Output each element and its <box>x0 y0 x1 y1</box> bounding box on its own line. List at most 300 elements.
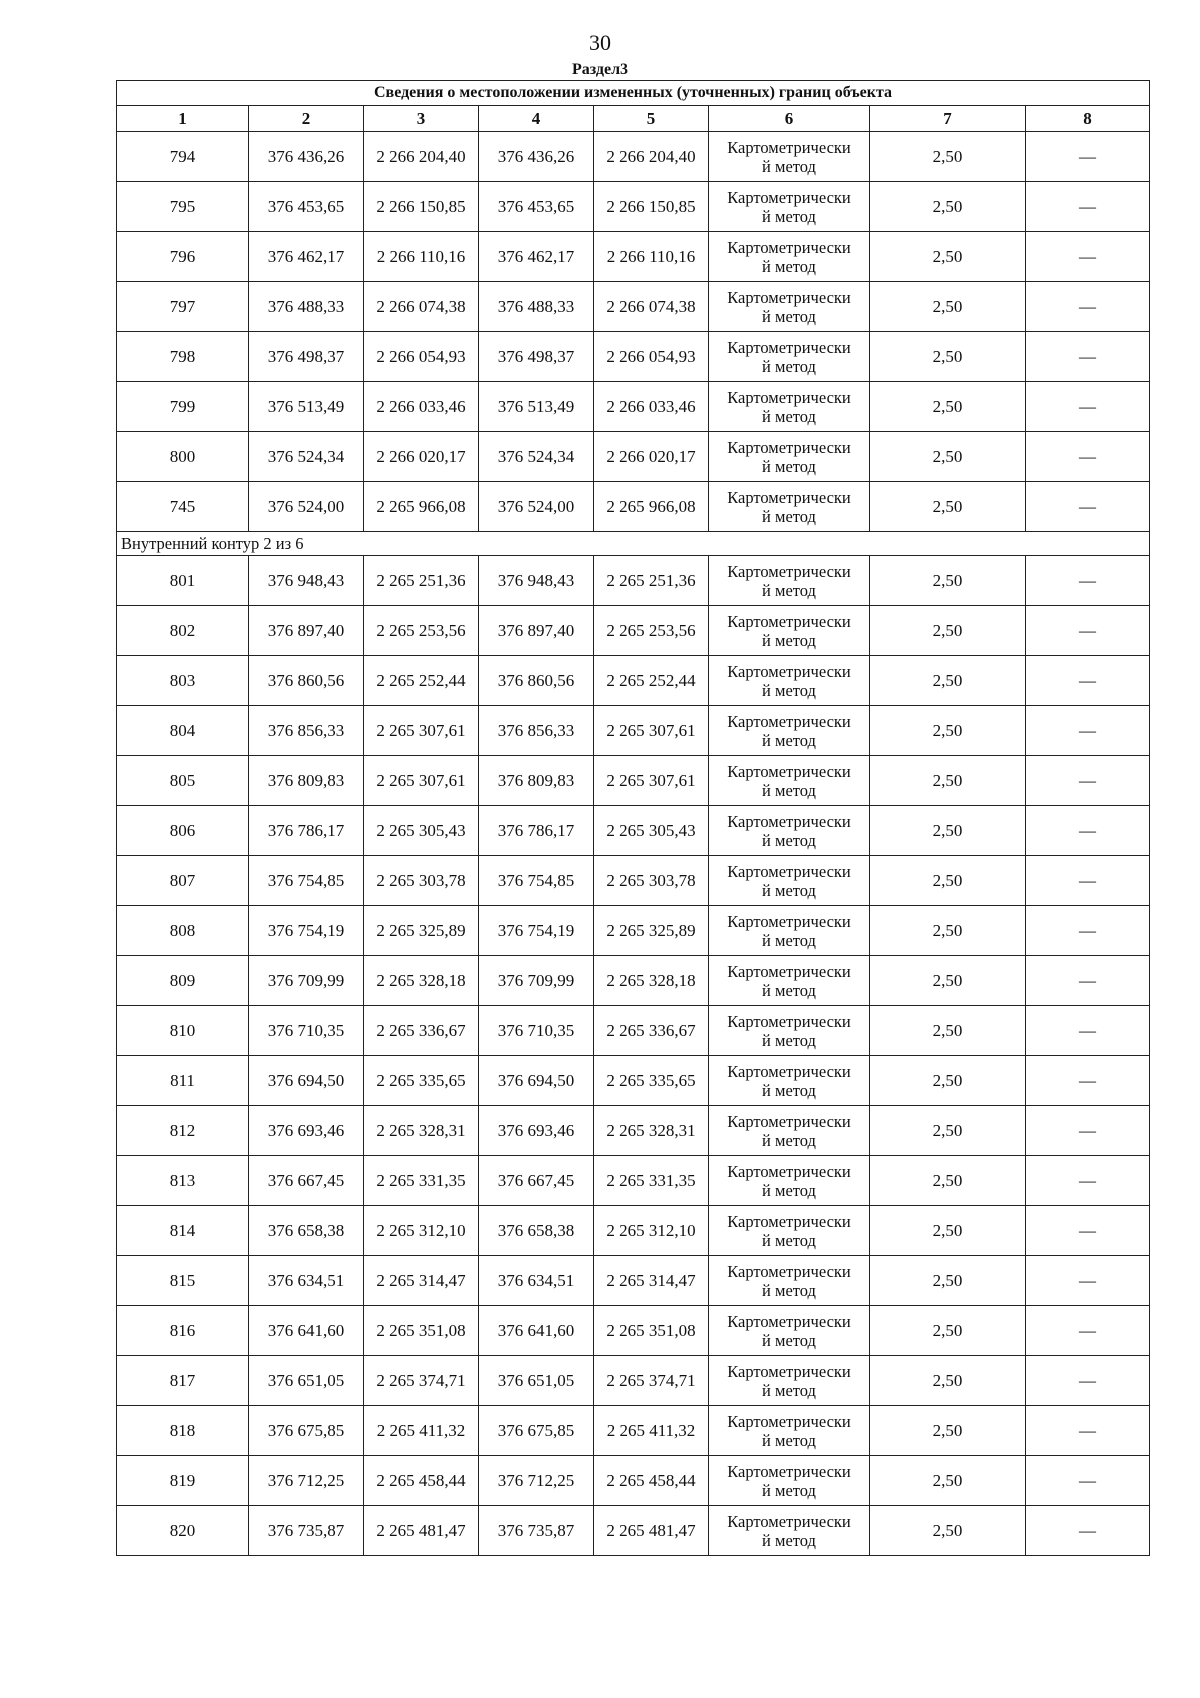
x-existing-cell: 376 658,38 <box>249 1206 364 1256</box>
x-new-cell: 376 641,60 <box>479 1306 594 1356</box>
table-row <box>117 182 1150 232</box>
method-text: Картометрически <box>727 1511 851 1531</box>
accuracy-cell: 2,50 <box>870 556 1026 606</box>
table-row <box>117 1206 1150 1256</box>
x-new-cell: 376 634,51 <box>479 1256 594 1306</box>
table-row <box>117 956 1150 1006</box>
x-new-cell: 376 498,37 <box>479 332 594 382</box>
method-text: Картометрически <box>727 611 851 631</box>
method-text: й метод <box>762 156 816 176</box>
method-text: Картометрически <box>727 1261 851 1281</box>
section-title: Раздел3 <box>571 61 629 78</box>
accuracy-cell: 2,50 <box>870 1256 1026 1306</box>
y-existing-cell: 2 266 110,16 <box>364 232 479 282</box>
method-text: Картометрически <box>727 237 851 257</box>
x-new-cell: 376 436,26 <box>479 132 594 182</box>
table-row <box>117 1456 1150 1506</box>
table-row <box>117 1356 1150 1406</box>
x-new-cell: 376 710,35 <box>479 1006 594 1056</box>
table-row <box>117 656 1150 706</box>
y-new-cell: 2 266 054,93 <box>594 332 709 382</box>
point-number-cell: 806 <box>117 806 249 856</box>
table-row <box>117 232 1150 282</box>
point-number-cell: 820 <box>117 1506 249 1556</box>
x-existing-cell: 376 809,83 <box>249 756 364 806</box>
method-text: Картометрически <box>727 1111 851 1131</box>
accuracy-cell: 2,50 <box>870 656 1026 706</box>
description-cell: — <box>1026 756 1150 806</box>
y-new-cell: 2 265 314,47 <box>594 1256 709 1306</box>
method-cell <box>709 282 870 332</box>
y-existing-cell: 2 265 328,18 <box>364 956 479 1006</box>
x-existing-cell: 376 524,00 <box>249 482 364 532</box>
x-existing-cell: 376 453,65 <box>249 182 364 232</box>
point-number-cell: 799 <box>117 382 249 432</box>
description-cell: — <box>1026 1206 1150 1256</box>
description-cell: — <box>1026 182 1150 232</box>
coordinates-table <box>116 80 1150 1556</box>
table-body <box>117 132 1150 1556</box>
accuracy-cell: 2,50 <box>870 1206 1026 1256</box>
method-cell <box>709 432 870 482</box>
accuracy-cell: 2,50 <box>870 756 1026 806</box>
point-number-cell: 816 <box>117 1306 249 1356</box>
method-text: Картометрически <box>727 137 851 157</box>
point-number-cell: 803 <box>117 656 249 706</box>
x-new-cell: 376 667,45 <box>479 1156 594 1206</box>
y-existing-cell: 2 265 481,47 <box>364 1506 479 1556</box>
y-new-cell: 2 266 110,16 <box>594 232 709 282</box>
accuracy-cell: 2,50 <box>870 806 1026 856</box>
accuracy-cell: 2,50 <box>870 432 1026 482</box>
x-new-cell: 376 897,40 <box>479 606 594 656</box>
description-cell: — <box>1026 806 1150 856</box>
y-new-cell: 2 265 336,67 <box>594 1006 709 1056</box>
column-number-row <box>117 106 1150 132</box>
y-new-cell: 2 265 303,78 <box>594 856 709 906</box>
table-row <box>117 1406 1150 1456</box>
description-cell: — <box>1026 1106 1150 1156</box>
y-new-cell: 2 266 020,17 <box>594 432 709 482</box>
column-number: 4 <box>479 106 594 132</box>
description-cell: — <box>1026 132 1150 182</box>
x-existing-cell: 376 651,05 <box>249 1356 364 1406</box>
method-text: й метод <box>762 980 816 1000</box>
method-cell <box>709 856 870 906</box>
x-new-cell: 376 462,17 <box>479 232 594 282</box>
accuracy-cell: 2,50 <box>870 282 1026 332</box>
method-text: й метод <box>762 1330 816 1350</box>
description-cell: — <box>1026 382 1150 432</box>
method-text: й метод <box>762 356 816 376</box>
point-number-cell: 813 <box>117 1156 249 1206</box>
method-text: й метод <box>762 1130 816 1150</box>
y-new-cell: 2 265 252,44 <box>594 656 709 706</box>
point-number-cell: 798 <box>117 332 249 382</box>
accuracy-cell: 2,50 <box>870 1506 1026 1556</box>
description-cell: — <box>1026 1456 1150 1506</box>
point-number-cell: 812 <box>117 1106 249 1156</box>
table-row <box>117 482 1150 532</box>
method-cell <box>709 1206 870 1256</box>
x-new-cell: 376 709,99 <box>479 956 594 1006</box>
table-row <box>117 132 1150 182</box>
table-row <box>117 382 1150 432</box>
accuracy-cell: 2,50 <box>870 1356 1026 1406</box>
method-text: Картометрически <box>727 711 851 731</box>
description-cell: — <box>1026 706 1150 756</box>
description-cell: — <box>1026 332 1150 382</box>
x-new-cell: 376 860,56 <box>479 656 594 706</box>
method-text: Картометрически <box>727 187 851 207</box>
x-new-cell: 376 809,83 <box>479 756 594 806</box>
y-existing-cell: 2 265 411,32 <box>364 1406 479 1456</box>
column-number: 6 <box>709 106 870 132</box>
method-cell <box>709 706 870 756</box>
point-number-cell: 808 <box>117 906 249 956</box>
description-cell: — <box>1026 956 1150 1006</box>
y-existing-cell: 2 265 328,31 <box>364 1106 479 1156</box>
method-cell <box>709 1106 870 1156</box>
y-existing-cell: 2 265 325,89 <box>364 906 479 956</box>
description-cell: — <box>1026 1306 1150 1356</box>
y-existing-cell: 2 265 458,44 <box>364 1456 479 1506</box>
x-existing-cell: 376 675,85 <box>249 1406 364 1456</box>
point-number-cell: 809 <box>117 956 249 1006</box>
table-row <box>117 1256 1150 1306</box>
x-new-cell: 376 675,85 <box>479 1406 594 1456</box>
method-cell <box>709 806 870 856</box>
method-text: Картометрически <box>727 287 851 307</box>
method-text: й метод <box>762 780 816 800</box>
x-new-cell: 376 513,49 <box>479 382 594 432</box>
contour-group-row <box>117 532 1150 556</box>
point-number-cell: 797 <box>117 282 249 332</box>
table-row <box>117 856 1150 906</box>
x-new-cell: 376 786,17 <box>479 806 594 856</box>
y-new-cell: 2 265 328,31 <box>594 1106 709 1156</box>
x-new-cell: 376 754,19 <box>479 906 594 956</box>
method-text: Картометрически <box>727 1411 851 1431</box>
x-existing-cell: 376 462,17 <box>249 232 364 282</box>
y-new-cell: 2 265 481,47 <box>594 1506 709 1556</box>
method-cell <box>709 232 870 282</box>
description-cell: — <box>1026 856 1150 906</box>
method-cell <box>709 1356 870 1406</box>
method-cell <box>709 956 870 1006</box>
y-existing-cell: 2 265 966,08 <box>364 482 479 532</box>
point-number-cell: 805 <box>117 756 249 806</box>
method-cell <box>709 132 870 182</box>
x-new-cell: 376 754,85 <box>479 856 594 906</box>
x-existing-cell: 376 856,33 <box>249 706 364 756</box>
table-row <box>117 1006 1150 1056</box>
method-text: й метод <box>762 1230 816 1250</box>
table-row <box>117 1106 1150 1156</box>
y-existing-cell: 2 265 314,47 <box>364 1256 479 1306</box>
y-new-cell: 2 266 033,46 <box>594 382 709 432</box>
y-new-cell: 2 265 374,71 <box>594 1356 709 1406</box>
column-number: 3 <box>364 106 479 132</box>
y-new-cell: 2 266 204,40 <box>594 132 709 182</box>
method-cell <box>709 656 870 706</box>
accuracy-cell: 2,50 <box>870 132 1026 182</box>
y-existing-cell: 2 266 020,17 <box>364 432 479 482</box>
point-number-cell: 800 <box>117 432 249 482</box>
y-existing-cell: 2 266 204,40 <box>364 132 479 182</box>
x-existing-cell: 376 488,33 <box>249 282 364 332</box>
x-existing-cell: 376 667,45 <box>249 1156 364 1206</box>
x-new-cell: 376 524,34 <box>479 432 594 482</box>
accuracy-cell: 2,50 <box>870 1006 1026 1056</box>
method-text: й метод <box>762 456 816 476</box>
method-cell <box>709 606 870 656</box>
point-number-cell: 796 <box>117 232 249 282</box>
y-existing-cell: 2 265 374,71 <box>364 1356 479 1406</box>
table-row <box>117 282 1150 332</box>
x-existing-cell: 376 948,43 <box>249 556 364 606</box>
method-text: й метод <box>762 1030 816 1050</box>
y-new-cell: 2 265 251,36 <box>594 556 709 606</box>
y-existing-cell: 2 265 351,08 <box>364 1306 479 1356</box>
y-existing-cell: 2 266 033,46 <box>364 382 479 432</box>
method-text: Картометрически <box>727 961 851 981</box>
y-existing-cell: 2 266 054,93 <box>364 332 479 382</box>
method-text: Картометрически <box>727 1461 851 1481</box>
accuracy-cell: 2,50 <box>870 1306 1026 1356</box>
point-number-cell: 817 <box>117 1356 249 1406</box>
method-cell <box>709 482 870 532</box>
point-number-cell: 801 <box>117 556 249 606</box>
x-new-cell: 376 948,43 <box>479 556 594 606</box>
accuracy-cell: 2,50 <box>870 1456 1026 1506</box>
method-cell <box>709 1506 870 1556</box>
x-existing-cell: 376 498,37 <box>249 332 364 382</box>
y-new-cell: 2 265 458,44 <box>594 1456 709 1506</box>
table-row <box>117 606 1150 656</box>
x-new-cell: 376 488,33 <box>479 282 594 332</box>
point-number-cell: 810 <box>117 1006 249 1056</box>
accuracy-cell: 2,50 <box>870 706 1026 756</box>
description-cell: — <box>1026 1506 1150 1556</box>
method-cell <box>709 1056 870 1106</box>
method-text: Картометрически <box>727 487 851 507</box>
point-number-cell: 819 <box>117 1456 249 1506</box>
table-row <box>117 1306 1150 1356</box>
x-existing-cell: 376 709,99 <box>249 956 364 1006</box>
method-text: й метод <box>762 830 816 850</box>
method-text: й метод <box>762 256 816 276</box>
method-cell <box>709 1306 870 1356</box>
column-number: 5 <box>594 106 709 132</box>
point-number-cell: 794 <box>117 132 249 182</box>
y-existing-cell: 2 265 312,10 <box>364 1206 479 1256</box>
accuracy-cell: 2,50 <box>870 182 1026 232</box>
method-text: й метод <box>762 930 816 950</box>
x-new-cell: 376 694,50 <box>479 1056 594 1106</box>
point-number-cell: 815 <box>117 1256 249 1306</box>
method-text: Картометрически <box>727 861 851 881</box>
table-row <box>117 332 1150 382</box>
table-row <box>117 1506 1150 1556</box>
method-text: й метод <box>762 1180 816 1200</box>
x-existing-cell: 376 524,34 <box>249 432 364 482</box>
x-new-cell: 376 735,87 <box>479 1506 594 1556</box>
x-existing-cell: 376 694,50 <box>249 1056 364 1106</box>
method-cell <box>709 906 870 956</box>
x-new-cell: 376 658,38 <box>479 1206 594 1256</box>
table-caption: Сведения о местоположении измененных (уточненных) границ объекта <box>117 81 1150 106</box>
x-existing-cell: 376 710,35 <box>249 1006 364 1056</box>
contour-group-label: Внутренний контур 2 из 6 <box>117 532 1150 556</box>
table-row <box>117 556 1150 606</box>
x-existing-cell: 376 735,87 <box>249 1506 364 1556</box>
method-cell <box>709 1006 870 1056</box>
accuracy-cell: 2,50 <box>870 332 1026 382</box>
table-row <box>117 1056 1150 1106</box>
method-text: Картометрически <box>727 561 851 581</box>
description-cell: — <box>1026 1056 1150 1106</box>
method-cell <box>709 756 870 806</box>
y-existing-cell: 2 265 303,78 <box>364 856 479 906</box>
y-new-cell: 2 265 335,65 <box>594 1056 709 1106</box>
method-text: Картометрически <box>727 761 851 781</box>
column-number: 7 <box>870 106 1026 132</box>
method-text: Картометрически <box>727 437 851 457</box>
x-existing-cell: 376 513,49 <box>249 382 364 432</box>
method-cell <box>709 1156 870 1206</box>
description-cell: — <box>1026 282 1150 332</box>
method-text: Картометрически <box>727 1361 851 1381</box>
x-new-cell: 376 856,33 <box>479 706 594 756</box>
y-existing-cell: 2 265 335,65 <box>364 1056 479 1106</box>
point-number-cell: 811 <box>117 1056 249 1106</box>
y-new-cell: 2 265 325,89 <box>594 906 709 956</box>
y-new-cell: 2 265 312,10 <box>594 1206 709 1256</box>
x-existing-cell: 376 436,26 <box>249 132 364 182</box>
y-existing-cell: 2 265 307,61 <box>364 756 479 806</box>
y-existing-cell: 2 266 150,85 <box>364 182 479 232</box>
y-existing-cell: 2 265 252,44 <box>364 656 479 706</box>
y-new-cell: 2 265 966,08 <box>594 482 709 532</box>
x-new-cell: 376 453,65 <box>479 182 594 232</box>
method-text: й метод <box>762 1480 816 1500</box>
y-new-cell: 2 265 307,61 <box>594 706 709 756</box>
y-existing-cell: 2 265 253,56 <box>364 606 479 656</box>
x-new-cell: 376 712,25 <box>479 1456 594 1506</box>
accuracy-cell: 2,50 <box>870 1106 1026 1156</box>
accuracy-cell: 2,50 <box>870 956 1026 1006</box>
table-row <box>117 806 1150 856</box>
accuracy-cell: 2,50 <box>870 606 1026 656</box>
x-new-cell: 376 693,46 <box>479 1106 594 1156</box>
method-text: й метод <box>762 880 816 900</box>
method-cell <box>709 1406 870 1456</box>
description-cell: — <box>1026 1406 1150 1456</box>
y-new-cell: 2 265 253,56 <box>594 606 709 656</box>
column-number: 1 <box>117 106 249 132</box>
method-cell <box>709 332 870 382</box>
y-existing-cell: 2 265 331,35 <box>364 1156 479 1206</box>
column-number: 8 <box>1026 106 1150 132</box>
point-number-cell: 745 <box>117 482 249 532</box>
method-text: й метод <box>762 1280 816 1300</box>
method-text: Картометрически <box>727 661 851 681</box>
method-text: й метод <box>762 680 816 700</box>
method-text: й метод <box>762 406 816 426</box>
point-number-cell: 804 <box>117 706 249 756</box>
method-text: й метод <box>762 630 816 650</box>
method-text: Картометрически <box>727 1061 851 1081</box>
method-text: й метод <box>762 506 816 526</box>
y-new-cell: 2 265 305,43 <box>594 806 709 856</box>
accuracy-cell: 2,50 <box>870 382 1026 432</box>
y-new-cell: 2 265 331,35 <box>594 1156 709 1206</box>
x-existing-cell: 376 712,25 <box>249 1456 364 1506</box>
method-text: й метод <box>762 730 816 750</box>
y-new-cell: 2 265 411,32 <box>594 1406 709 1456</box>
method-cell <box>709 182 870 232</box>
method-text: Картометрически <box>727 337 851 357</box>
x-existing-cell: 376 786,17 <box>249 806 364 856</box>
accuracy-cell: 2,50 <box>870 1156 1026 1206</box>
description-cell: — <box>1026 606 1150 656</box>
y-existing-cell: 2 265 307,61 <box>364 706 479 756</box>
x-new-cell: 376 651,05 <box>479 1356 594 1406</box>
method-text: й метод <box>762 306 816 326</box>
method-text: й метод <box>762 1530 816 1550</box>
x-existing-cell: 376 860,56 <box>249 656 364 706</box>
y-new-cell: 2 265 328,18 <box>594 956 709 1006</box>
x-existing-cell: 376 693,46 <box>249 1106 364 1156</box>
method-text: й метод <box>762 580 816 600</box>
table-row <box>117 706 1150 756</box>
method-cell <box>709 1456 870 1506</box>
accuracy-cell: 2,50 <box>870 1056 1026 1106</box>
description-cell: — <box>1026 906 1150 956</box>
y-existing-cell: 2 265 251,36 <box>364 556 479 606</box>
table-row <box>117 1156 1150 1206</box>
x-existing-cell: 376 641,60 <box>249 1306 364 1356</box>
point-number-cell: 814 <box>117 1206 249 1256</box>
x-new-cell: 376 524,00 <box>479 482 594 532</box>
y-new-cell: 2 266 150,85 <box>594 182 709 232</box>
point-number-cell: 818 <box>117 1406 249 1456</box>
method-text: й метод <box>762 1380 816 1400</box>
method-cell <box>709 382 870 432</box>
x-existing-cell: 376 754,19 <box>249 906 364 956</box>
page-number: 30 <box>589 30 611 55</box>
point-number-cell: 807 <box>117 856 249 906</box>
accuracy-cell: 2,50 <box>870 906 1026 956</box>
y-existing-cell: 2 266 074,38 <box>364 282 479 332</box>
table-row <box>117 756 1150 806</box>
method-text: Картометрически <box>727 1011 851 1031</box>
x-existing-cell: 376 754,85 <box>249 856 364 906</box>
method-text: Картометрически <box>727 1211 851 1231</box>
accuracy-cell: 2,50 <box>870 856 1026 906</box>
method-text: Картометрически <box>727 1161 851 1181</box>
accuracy-cell: 2,50 <box>870 232 1026 282</box>
y-new-cell: 2 265 351,08 <box>594 1306 709 1356</box>
description-cell: — <box>1026 1156 1150 1206</box>
table-caption-row <box>117 81 1150 106</box>
description-cell: — <box>1026 482 1150 532</box>
method-text: й метод <box>762 206 816 226</box>
method-text: й метод <box>762 1430 816 1450</box>
point-number-cell: 802 <box>117 606 249 656</box>
y-new-cell: 2 266 074,38 <box>594 282 709 332</box>
